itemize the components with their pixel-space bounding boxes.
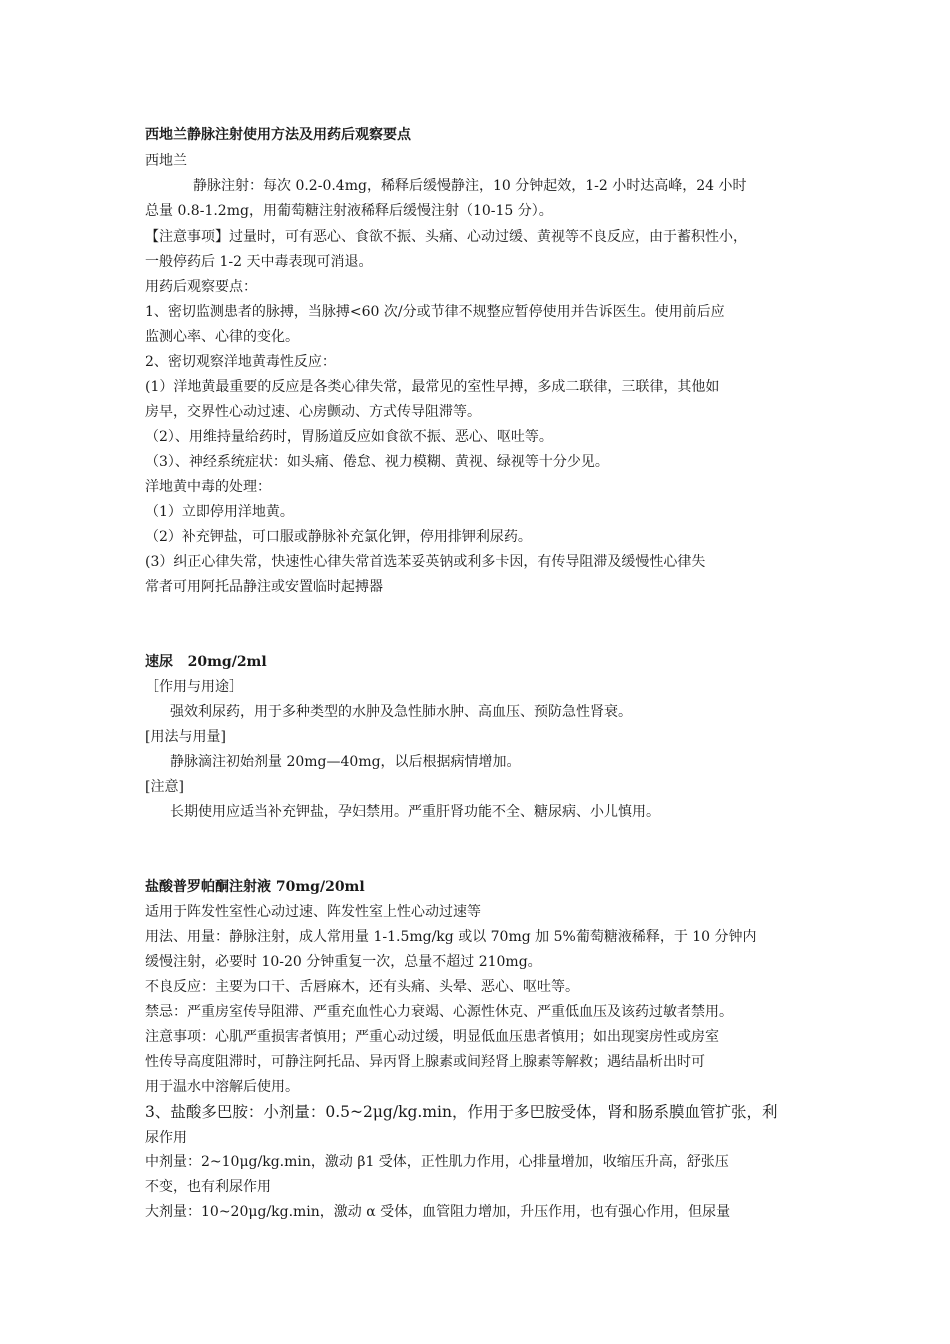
drug-name: 西地兰	[145, 153, 187, 169]
paragraph-line: 用法、用量：静脉注射，成人常用量 1-1.5mg/kg 或以 70mg 加 5%葡萄糖液稀释，于 10 分钟内	[145, 929, 757, 945]
paragraph-line: 【注意事项】过量时，可有恶心、食欲不振、头痛、心动过缓、黄视等不良反应，由于蓄积性小，	[145, 229, 747, 245]
paragraph-line: 静脉滴注初始剂量 20mg—40mg，以后根据病情增加。	[170, 754, 521, 770]
paragraph-line: 总量 0.8-1.2mg，用葡萄糖注射液稀释后缓慢注射（10-15 分）。	[145, 203, 553, 219]
paragraph-line: 一般停药后 1-2 天中毒表现可消退。	[145, 254, 373, 270]
paragraph-line: 不良反应：主要为口干、舌唇麻木，还有头痛、头晕、恶心、呕吐等。	[145, 979, 579, 995]
paragraph-line: 缓慢注射，必要时 10-20 分钟重复一次，总量不超过 210mg。	[145, 954, 542, 970]
paragraph-line: 禁忌：严重房室传导阻滞、严重充血性心力衰竭、心源性休克、严重低血压及该药过敏者禁用。	[145, 1004, 733, 1020]
paragraph-line: 房早，交界性心动过速、心房颤动、方式传导阻滞等。	[145, 404, 481, 420]
paragraph-line: （2）、用维持量给药时，胃肠道反应如食欲不振、恶心、呕吐等。	[145, 429, 553, 445]
section-title-furosemide: 速尿 20mg/2ml	[145, 654, 267, 670]
paragraph-line: （2）补充钾盐，可口服或静脉补充氯化钾，停用排钾利尿药。	[145, 529, 532, 545]
section-title-propafenone: 盐酸普罗帕酮注射液 70mg/20ml	[145, 879, 365, 895]
section-title-cedilanid: 西地兰静脉注射使用方法及用药后观察要点	[145, 127, 411, 143]
paragraph-line: 监测心率、心律的变化。	[145, 329, 299, 345]
subheading: 用药后观察要点：	[145, 279, 257, 295]
paragraph-line: 用于温水中溶解后使用。	[145, 1079, 299, 1095]
paragraph-line: 3、盐酸多巴胺：小剂量：0.5~2μg/kg.min，作用于多巴胺受体，肾和肠系膜血管扩张，利	[145, 1103, 778, 1121]
paragraph-line: (1）洋地黄最重要的反应是各类心律失常，最常见的室性早搏，多成二联律，三联律，其他如	[145, 379, 720, 395]
paragraph-line: 中剂量：2~10μg/kg.min，激动 β1 受体，正性肌力作用，心排量增加，收缩压升高，舒张压	[145, 1154, 729, 1170]
subheading: ［作用与用途］	[145, 679, 243, 695]
subheading: [注意]	[145, 779, 184, 795]
paragraph-line: （1）立即停用洋地黄。	[145, 504, 294, 520]
paragraph-line: 性传导高度阻滞时，可静注阿托品、异丙肾上腺素或间羟肾上腺素等解救；遇结晶析出时可	[145, 1054, 705, 1070]
paragraph-line: 1、密切监测患者的脉搏，当脉搏<60 次/分或节律不规整应暂停使用并告诉医生。使用前后应	[145, 304, 725, 320]
paragraph-line: 大剂量：10~20μg/kg.min，激动 α 受体，血管阻力增加，升压作用，也有强心作用，但尿量	[145, 1204, 731, 1220]
paragraph-line: (3）纠正心律失常，快速性心律失常首选苯妥英钠或利多卡因，有传导阻滞及缓慢性心律失	[145, 554, 706, 570]
paragraph-line: 静脉注射：每次 0.2-0.4mg，稀释后缓慢静注，10 分钟起效，1-2 小时达高峰，24 小时	[193, 178, 747, 194]
paragraph-line: 强效利尿药，用于多种类型的水肿及急性肺水肿、高血压、预防急性肾衰。	[170, 704, 632, 720]
subheading: [用法与用量]	[145, 729, 226, 745]
paragraph-line: 不变，也有利尿作用	[145, 1179, 271, 1195]
paragraph-line: 尿作用	[145, 1130, 187, 1146]
paragraph-line: 2、密切观察洋地黄毒性反应：	[145, 354, 336, 370]
paragraph-line: 常者可用阿托品静注或安置临时起搏器	[145, 579, 383, 595]
paragraph-line: （3）、神经系统症状：如头痛、倦怠、视力模糊、黄视、绿视等十分少见。	[145, 454, 609, 470]
subheading: 洋地黄中毒的处理：	[145, 479, 271, 495]
paragraph-line: 注意事项：心肌严重损害者慎用；严重心动过缓，明显低血压患者慎用；如出现窦房性或房室	[145, 1029, 719, 1045]
paragraph-line: 适用于阵发性室性心动过速、阵发性室上性心动过速等	[145, 904, 481, 920]
paragraph-line: 长期使用应适当补充钾盐，孕妇禁用。严重肝肾功能不全、糖尿病、小儿慎用。	[170, 804, 660, 820]
